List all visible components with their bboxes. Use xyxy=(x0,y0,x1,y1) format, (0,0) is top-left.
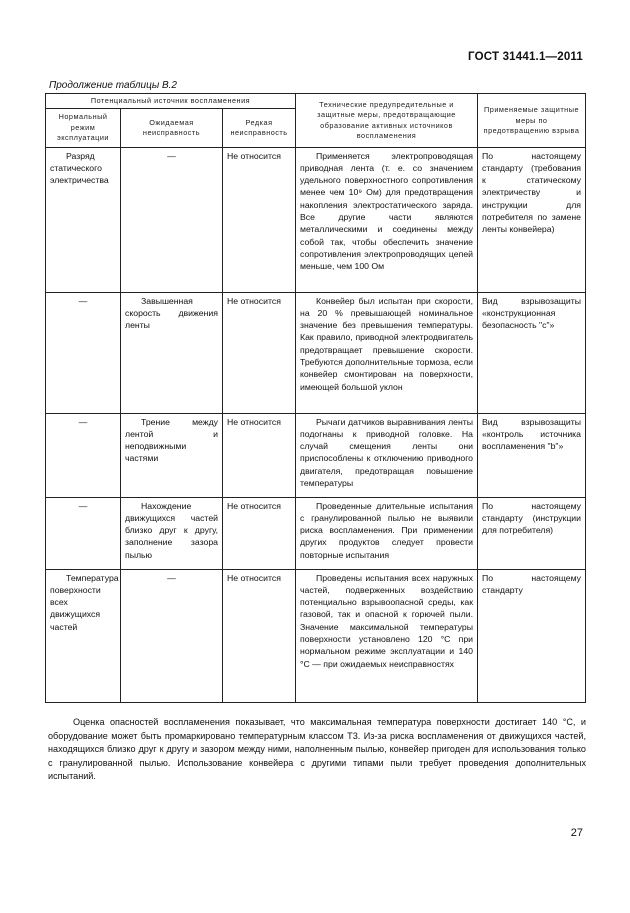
cell-applied: По настоящему стандарту (инструкции для потребителя) xyxy=(478,497,586,569)
cell-applied: По настоящему стандарту xyxy=(478,569,586,702)
cell-normal: Разряд статического электричества xyxy=(46,147,121,292)
header-measures: Технические предупредительные и защитные меры, предотвращающие образование активных источников воспламенения xyxy=(296,94,478,148)
header-rare: Редкая неисправность xyxy=(223,108,296,147)
conclusion-paragraph: Оценка опасностей воспламенения показывает, что максимальная температура поверхности достигает 140 °С, и оборудование может быть промаркировано температурным классом Т3. Из-за риска воспламенения от движущихся частей, находящихся близко друг к другу и зазором между ними, наполненным пылью, конвейер пригоден для использования только с гранулированной пылью. Использование конвейера с другими типами пыли требует проведения дополнительных испытаний. xyxy=(48,717,586,782)
cell-rare: Не относится xyxy=(223,292,296,413)
header-applied: Применяемые защитные меры по предотвращению взрыва xyxy=(478,94,586,148)
page-number: 27 xyxy=(570,827,583,839)
cell-measures: Конвейер был испытан при скорости, на 20 % превышающей номинальное значение без превышения температуры. Как правило, приводной электродвигатель предотвращает превышение скорости. Требуются дополнительные тормоза, если конвейер смонтирован на поверхности, имеющей большой уклон xyxy=(296,292,478,413)
table-row xyxy=(46,292,586,413)
cell-rare: Не относится xyxy=(223,147,296,292)
table-caption: Продолжение таблицы В.2 xyxy=(49,80,177,91)
cell-measures: Проведены испытания всех наружных частей, подверженных воздействию потенциально взрывоопасной среды, как газовой, так и опасной к горючей пыли. Значение максимальной температуры поверхности установлено 120 °С при нормальном режиме эксплуатации и 140 °С — при ожидаемых неисправностях xyxy=(296,569,478,702)
table-row xyxy=(46,147,586,292)
table-row xyxy=(46,569,586,702)
cell-applied: По настоящему стандарту (требования к статическому электричеству и инструкции для потребителя по замене ленты конвейера) xyxy=(478,147,586,292)
cell-expected: — xyxy=(121,569,223,702)
cell-expected: — xyxy=(121,147,223,292)
cell-rare: Не относится xyxy=(223,413,296,497)
cell-normal: — xyxy=(46,497,121,569)
header-normal: Нормальный режим эксплуатации xyxy=(46,108,121,147)
cell-measures: Рычаги датчиков выравнивания ленты подогнаны к приводной головке. На случай смещения ленты они приспособлены к отключению приводного двигателя, предотвращая повышение температуры xyxy=(296,413,478,497)
cell-normal: — xyxy=(46,413,121,497)
table-row xyxy=(46,413,586,497)
cell-applied: Вид взрывозащиты «конструкционная безопасность "с"» xyxy=(478,292,586,413)
cell-applied: Вид взрывозащиты «контроль источника воспламенения "b"» xyxy=(478,413,586,497)
cell-expected: Трение между лентой и неподвижными частями xyxy=(121,413,223,497)
cell-measures: Проведенные длительные испытания с гранулированной пылью не выявили риска воспламенения. При применении других продуктов следует провести повторные испытания xyxy=(296,497,478,569)
cell-normal: — xyxy=(46,292,121,413)
cell-rare: Не относится xyxy=(223,569,296,702)
cell-measures: Применяется электропроводящая приводная лента (т. е. со значением удельного поверхностного сопротивления менее чем 10⁹ Ом) для предотвращения накопления электростатического заряда. Все другие части являются металлическими и соединены между собой так, чтобы обеспечить значение сопротивления электропроводящих цепей меньше, чем 100 Ом xyxy=(296,147,478,292)
table-row xyxy=(46,497,586,569)
standard-header: ГОСТ 31441.1—2011 xyxy=(468,51,583,63)
hazard-table xyxy=(45,93,586,703)
cell-rare: Не относится xyxy=(223,497,296,569)
header-ignition-source: Потенциальный источник воспламенения xyxy=(46,94,296,109)
cell-expected: Нахождение движущихся частей близко друг к другу, заполнение зазора пылью xyxy=(121,497,223,569)
header-expected: Ожидаемая неисправность xyxy=(121,108,223,147)
cell-expected: Завышенная скорость движения ленты xyxy=(121,292,223,413)
cell-normal: Температура поверхности всех движущихся частей xyxy=(46,569,121,702)
